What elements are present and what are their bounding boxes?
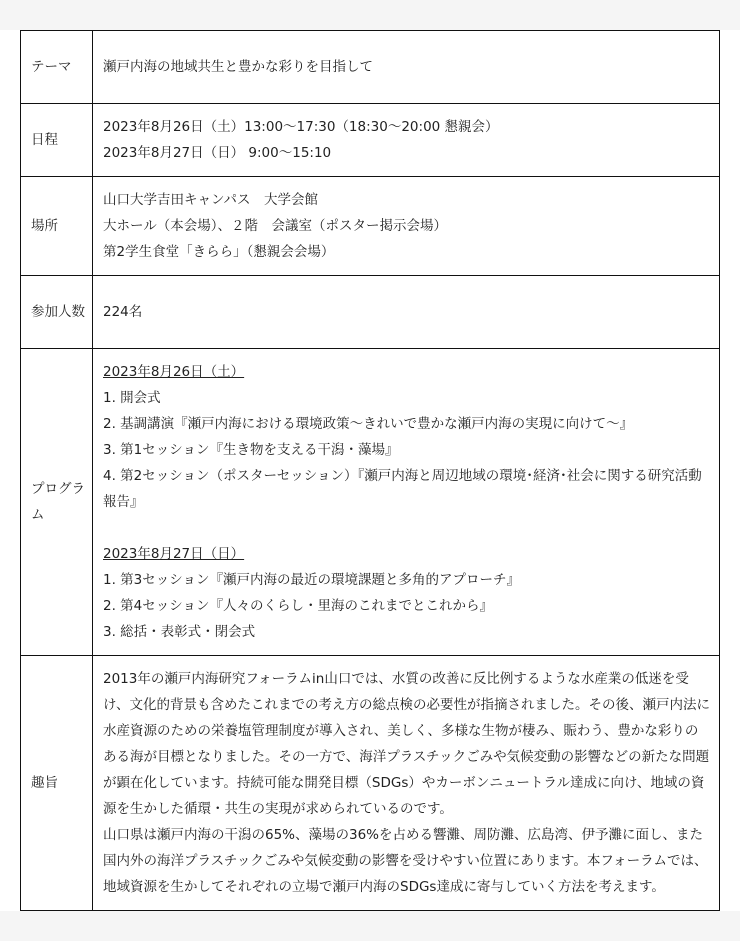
place-line-2: 大ホール（本会場）、２階 会議室（ポスター掲示会場） — [103, 218, 447, 234]
place-label: 場所 — [21, 177, 93, 276]
table-row-purpose — [21, 656, 720, 911]
place-line-1: 山口大学吉田キャンパス 大学会館 — [103, 192, 319, 208]
program-label: プログラム — [21, 349, 93, 656]
program-spacer — [103, 515, 711, 541]
purpose-value — [93, 656, 720, 911]
participants-value — [93, 276, 720, 349]
theme-text: 瀬戸内海の地域共生と豊かな彩りを目指して — [103, 59, 373, 75]
table-row-place — [21, 177, 720, 276]
date-line-1: 2023年8月26日（土）13:00～17:30（18:30～20:00 懇親会） — [103, 119, 499, 135]
program-day1-item-2: 2. 基調講演『瀬戸内海における環境政策～きれいで豊かな瀬戸内海の実現に向けて～』 — [103, 416, 634, 432]
program-day2-item-1: 1. 第3セッション『瀬戸内海の最近の環境課題と多角的アプローチ』 — [103, 572, 520, 588]
place-value — [93, 177, 720, 276]
participants-label: 参加人数 — [21, 276, 93, 349]
program-day1-item-3: 3. 第1セッション『生き物を支える干潟・藻場』 — [103, 442, 399, 458]
event-info-table — [20, 30, 720, 911]
purpose-paragraph-2: 山口県は瀬戸内海の干潟の65%、藻場の36%を占める響灘、周防灘、広島湾、伊予灘に面し、また国内外の海洋プラスチックごみや気候変動の影響を受けやすい位置にあります。本フォーラムでは、地域資源を生かしてそれぞれの立場で瀬戸内海のSDGs達成に寄与していく方法を考えます。 — [103, 827, 708, 895]
table-row-theme — [21, 31, 720, 104]
date-line-2: 2023年8月27日（日） 9:00～15:10 — [103, 145, 332, 161]
theme-label: テーマ — [21, 31, 93, 104]
table-row-participants — [21, 276, 720, 349]
program-day1-heading: 2023年8月26日（土） — [103, 364, 245, 380]
table-row-program — [21, 349, 720, 656]
program-day2-item-2: 2. 第4セッション『人々のくらし・里海のこれまでとこれから』 — [103, 598, 493, 614]
participants-count: 224名 — [103, 304, 143, 320]
purpose-paragraph-1: 2013年の瀬戸内海研究フォーラムin山口では、水質の改善に反比例するような水産業の低迷を受け、文化的背景も含めたこれまでの考え方の総点検の必要性が指摘されました。その後、瀬戸内法に水産資源のための栄養塩管理制度が導入され、美しく、多様な生物が棲み、賑わう、豊かな彩りのある海が目標となりました。その一方で、海洋プラスチックごみや気候変動の影響などの新たな問題が顕在化しています。持続可能な開発目標（SDGs）やカーボンニュートラル達成に向け、地域の資源を生かした循環・共生の実現が求められているのです。 — [103, 671, 710, 817]
theme-value — [93, 31, 720, 104]
program-day1-item-4: 4. 第2セッション（ポスターセッション）『瀬戸内海と周辺地域の環境･経済･社会に関する研究活動報告』 — [103, 468, 702, 510]
place-line-3: 第2学生食堂「きらら」（懇親会会場） — [103, 244, 335, 260]
date-value — [93, 104, 720, 177]
purpose-label: 趣旨 — [21, 656, 93, 911]
date-label: 日程 — [21, 104, 93, 177]
program-day1-item-1: 1. 開会式 — [103, 390, 161, 406]
program-day2-heading: 2023年8月27日（日） — [103, 546, 245, 562]
program-value — [93, 349, 720, 656]
table-row-date — [21, 104, 720, 177]
program-day2-item-3: 3. 総括・表彰式・閉会式 — [103, 624, 256, 640]
